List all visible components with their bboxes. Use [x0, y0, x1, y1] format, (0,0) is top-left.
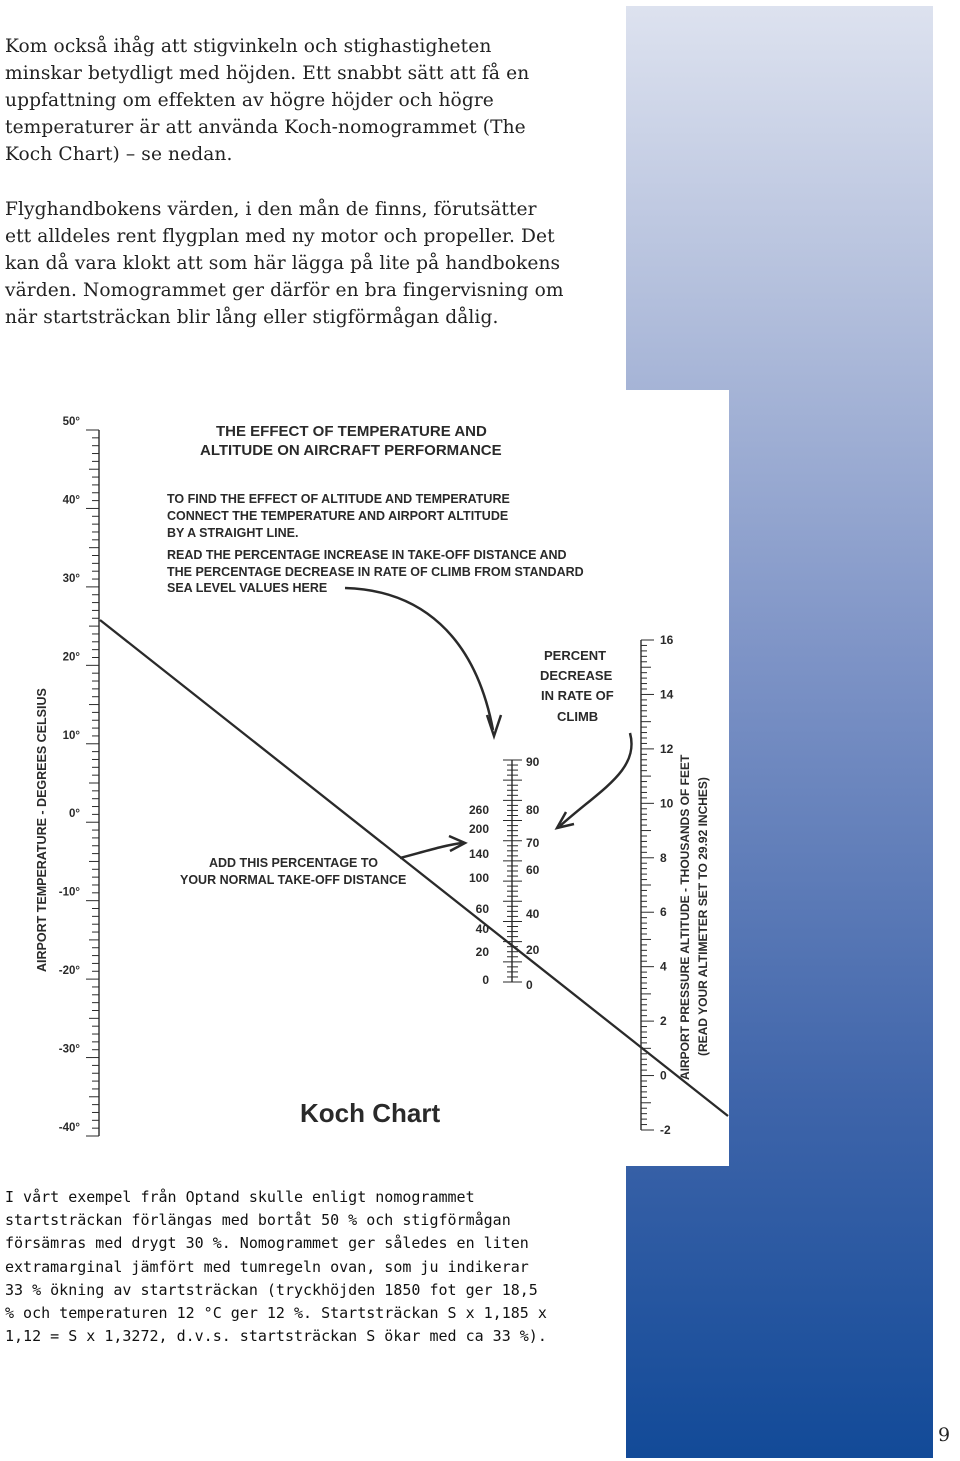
tick-label: 6 [660, 905, 667, 920]
percent-label-line: DECREASE [540, 668, 613, 683]
tick-label: -40° [58, 1122, 80, 1134]
intro-paragraph: Kom också ihåg att stigvinkeln och stighastigheten minskar betydligt med höjden. Ett snabbt sätt att få en uppfattning om effekten av högre höjder och högre temperaturer är att använda Koch-nomogrammet (The Koch Chart) – se nedan. [5, 36, 530, 165]
tick-label: 4 [660, 959, 667, 974]
tick-label: 0 [660, 1068, 667, 1083]
tick-label: 60 [526, 863, 540, 877]
instruction-line: CONNECT THE TEMPERATURE AND AIRPORT ALTITUDE [167, 509, 509, 523]
chart-title-line1: THE EFFECT OF TEMPERATURE AND [216, 423, 487, 440]
pointer-arrow-to-scale [345, 588, 493, 730]
tick-label: -10° [58, 886, 80, 899]
percent-label-line: IN RATE OF [541, 688, 614, 703]
tick-label: 10 [660, 796, 674, 811]
tick-label: 16 [660, 633, 674, 647]
tick-label: 20° [62, 651, 80, 664]
temperature-axis-label: AIRPORT TEMPERATURE - DEGREES CELSIUS [35, 688, 49, 972]
chart-title-line2: ALTITUDE ON AIRCRAFT PERFORMANCE [200, 442, 502, 459]
example-paragraph: I vårt exempel från Optand skulle enligt nomogrammet startsträckan förlängas med bortåt 50 % och stigförmågan försämras med drygt 30 %. Nomogrammet ger således en liten extramarginal jämfört med tumregeln ovan, som ju indikerar 33 % ökning av startsträckan (tryckhöjden 1850 fot ger 18,5 % och temperaturen 12 °C ger 12 %. Startsträckan S x 1,185 x 1,12 = S x 1,3272, d.v.s. startsträckan S ökar med ca 33 %). [5, 1188, 547, 1346]
instruction-line: READ THE PERCENTAGE INCREASE IN TAKE-OFF DISTANCE AND [167, 548, 567, 562]
tick-label: 20 [475, 945, 489, 959]
tick-label: 260 [468, 803, 489, 817]
tick-label: 60 [475, 902, 489, 916]
tick-label: 0 [482, 973, 489, 987]
altimeter-note-label: (READ YOUR ALTIMETER SET TO 29.92 INCHES) [696, 777, 710, 1056]
tick-label: 40° [62, 494, 80, 507]
tick-label: 90 [526, 755, 540, 769]
add-percentage-line: ADD THIS PERCENTAGE TO [209, 856, 378, 870]
tick-label: 30° [62, 572, 80, 585]
tick-label: 0 [526, 978, 533, 992]
temperature-scale [59, 416, 99, 1136]
chart-caption: Koch Chart [300, 1098, 441, 1128]
tick-label: -2 [660, 1123, 671, 1137]
tick-label: 100 [468, 871, 489, 885]
tick-label: 14 [660, 687, 674, 702]
tick-label: 200 [468, 822, 489, 836]
tick-label: 50° [62, 416, 80, 428]
tick-label: -20° [58, 965, 80, 978]
tick-label: 70 [526, 836, 540, 850]
instruction-line: THE PERCENTAGE DECREASE IN RATE OF CLIMB FROM STANDARD [167, 565, 584, 579]
instruction-line: TO FIND THE EFFECT OF ALTITUDE AND TEMPERATURE [167, 492, 510, 506]
tick-label: 140 [468, 847, 489, 861]
instruction-line: BY A STRAIGHT LINE. [167, 526, 299, 540]
tick-label: 10° [62, 729, 80, 742]
tick-label: 8 [660, 850, 667, 865]
tick-label: 40 [475, 922, 489, 936]
tick-label: 12 [660, 741, 674, 756]
tick-label: -30° [58, 1043, 80, 1056]
koch-chart [0, 390, 729, 1166]
tick-label: 20 [526, 943, 540, 957]
example-connecting-line [100, 620, 728, 1116]
page-number: 9 [938, 1424, 951, 1446]
takeoff-scale [469, 755, 540, 992]
instruction-line: SEA LEVEL VALUES HERE [167, 581, 328, 595]
pointer-arrow-to-climb [560, 733, 632, 826]
percent-label-line: PERCENT [544, 648, 607, 663]
add-percentage-line: YOUR NORMAL TAKE-OFF DISTANCE [180, 873, 407, 887]
percent-label-line: CLIMB [557, 709, 599, 724]
tick-label: 2 [660, 1014, 667, 1029]
handbook-paragraph: Flyghandbokens värden, i den mån de finns, förutsätter ett alldeles rent flygplan med ny motor och propeller. Det kan då vara klokt att som här lägga på lite på handbokens värden. Nomogrammet ger därför en bra fingervisning om när startsträckan blir lång eller stigförmågan dålig. [5, 199, 564, 328]
altitude-axis-label: AIRPORT PRESSURE ALTITUDE - THOUSANDS OF FEET [678, 754, 692, 1080]
tick-label: 80 [526, 803, 540, 817]
tick-label: 40 [526, 907, 540, 921]
tick-label: 0° [69, 808, 80, 821]
arrowhead-icon [487, 715, 501, 736]
